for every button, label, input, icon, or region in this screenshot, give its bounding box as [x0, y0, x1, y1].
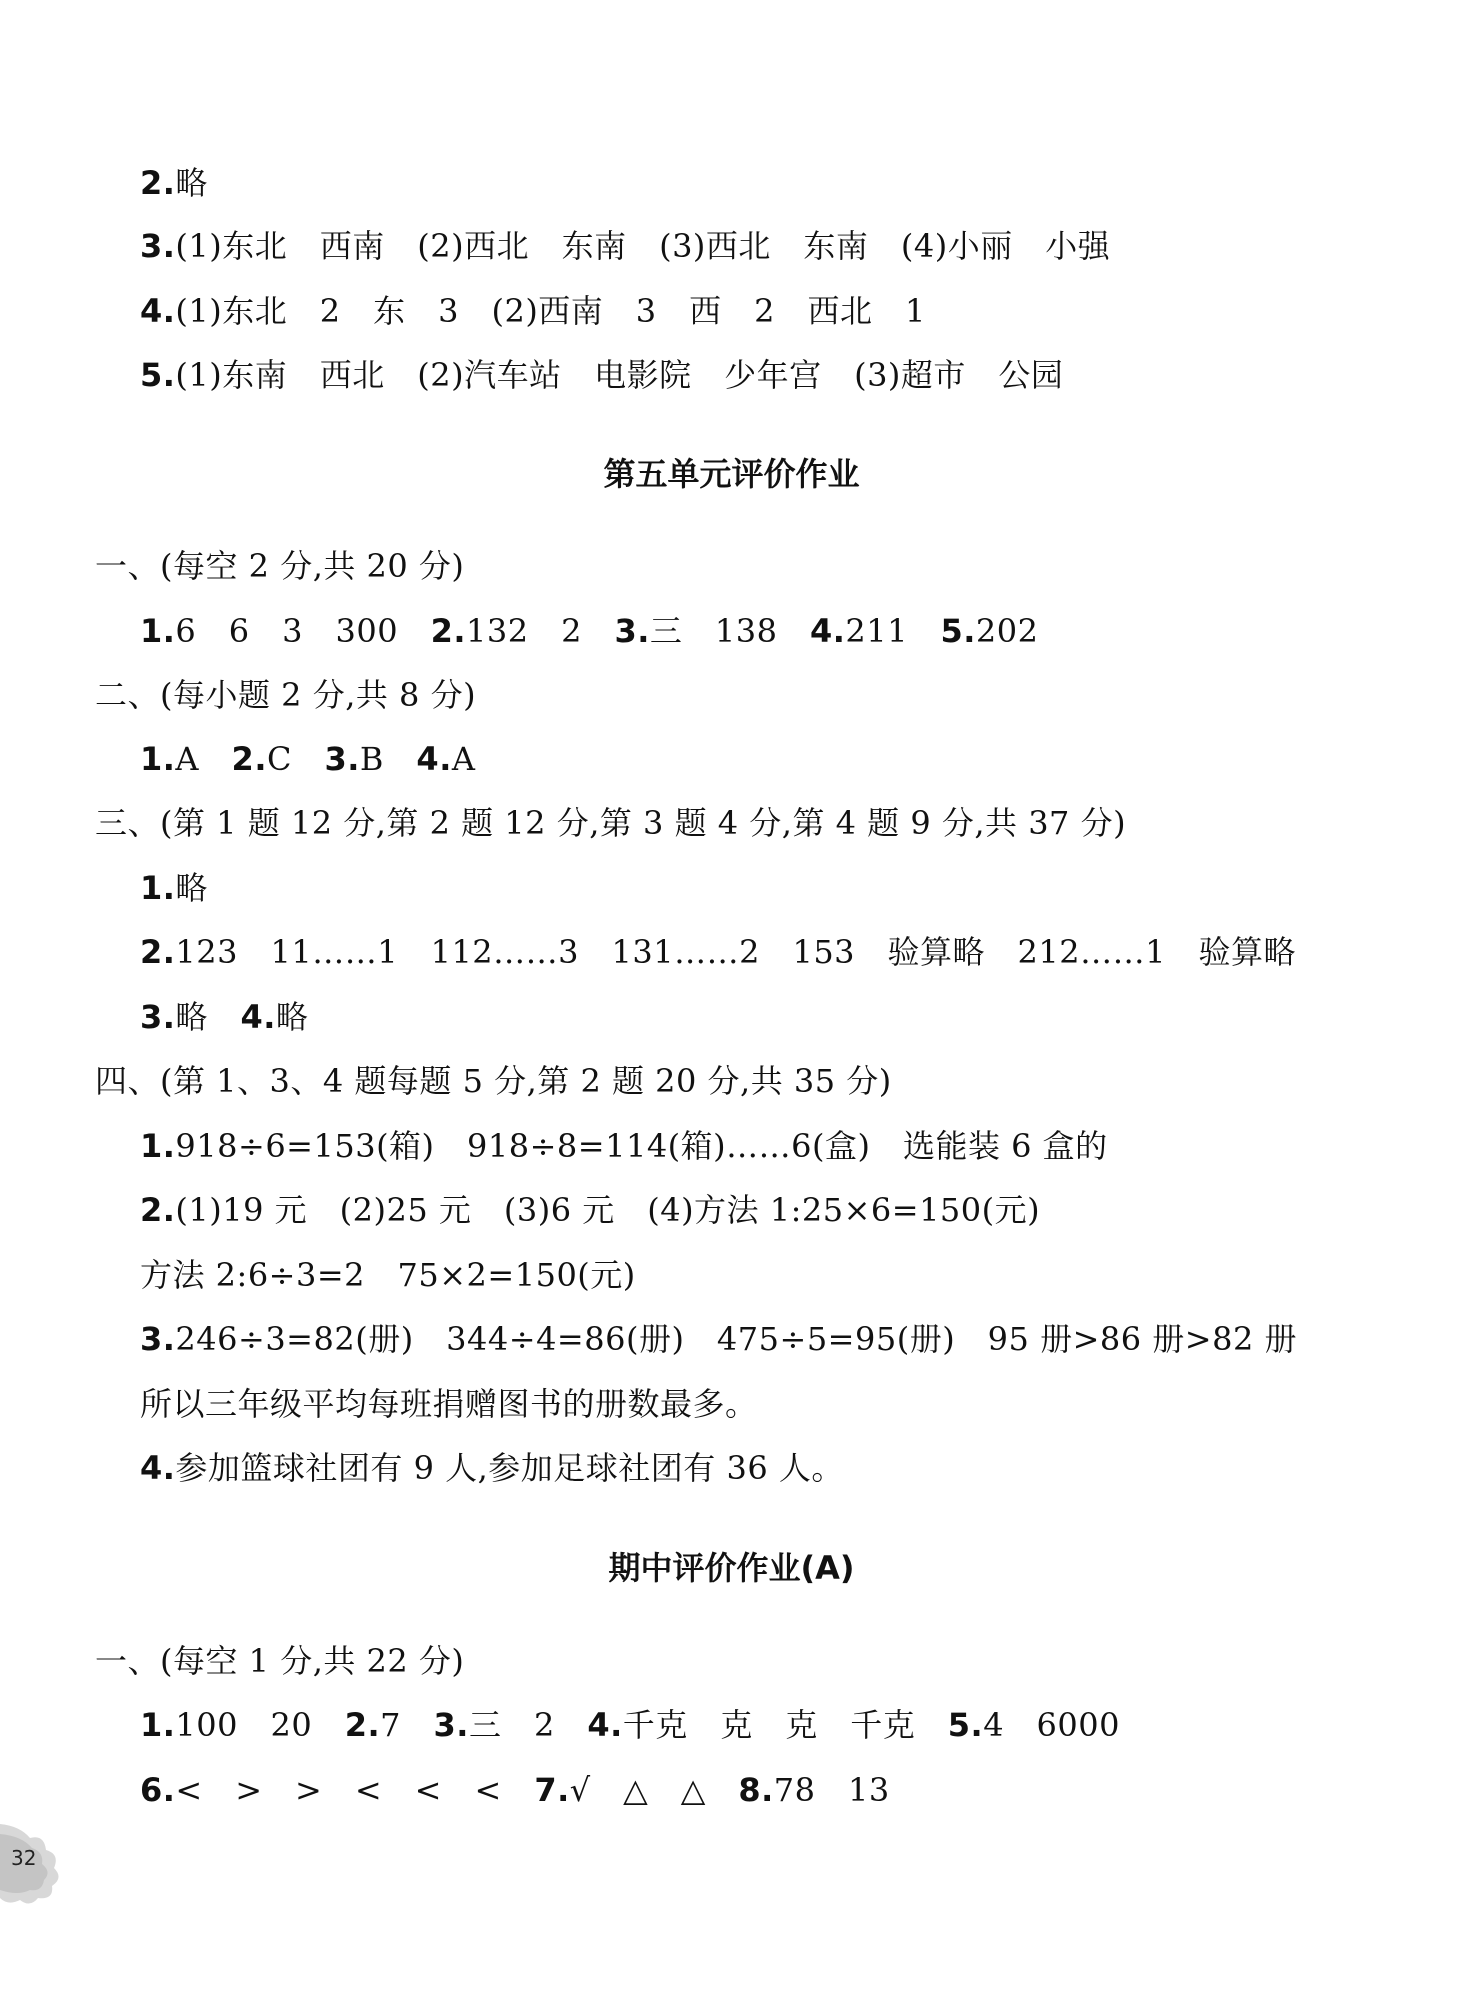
part-heading: 四、(第 1、3、4 题每题 5 分,第 2 题 20 分,共 35 分)	[95, 1062, 892, 1100]
answer-line: 2.(1)19 元 (2)25 元 (3)6 元 (4)方法 1:25×6=150(元)	[140, 1191, 1041, 1229]
answer-line-continued: 方法 2:6÷3=2 75×2=150(元)	[140, 1256, 636, 1294]
answer-line: 4.参加篮球社团有 9 人,参加足球社团有 36 人。	[140, 1449, 844, 1487]
part-heading: 三、(第 1 题 12 分,第 2 题 12 分,第 3 题 4 分,第 4 题 9 分,共 37 分)	[95, 804, 1127, 842]
answer-line: 4.(1)东北 2 东 3 (2)西南 3 西 2 西北 1	[140, 292, 926, 330]
part-heading: 二、(每小题 2 分,共 8 分)	[95, 676, 477, 714]
answer-line: 3.略 4.略	[140, 998, 309, 1036]
answer-line: 5.(1)东南 西北 (2)汽车站 电影院 少年宫 (3)超市 公园	[140, 356, 1064, 394]
answer-line: 1.100 20 2.7 3.三 2 4.千克 克 克 千克 5.4 6000	[140, 1706, 1120, 1744]
answer-line: 1.略	[140, 869, 208, 907]
answer-line: 1.A 2.C 3.B 4.A	[140, 740, 476, 778]
part-heading: 一、(每空 2 分,共 20 分)	[95, 547, 465, 585]
answer-line: 6.< > > < < < 7.√ △ △ 8.78 13	[140, 1771, 890, 1809]
page-number: 32	[11, 1846, 37, 1870]
answer-line: 2.略	[140, 164, 208, 202]
answer-line: 1.6 6 3 300 2.132 2 3.三 138 4.211 5.202	[140, 612, 1039, 650]
answer-line: 3.246÷3=82(册) 344÷4=86(册) 475÷5=95(册) 95 册>86 册>82 册	[140, 1320, 1297, 1358]
section-title: 第五单元评价作业	[603, 455, 860, 493]
section-title: 期中评价作业(A)	[608, 1549, 855, 1587]
answer-line: 3.(1)东北 西南 (2)西北 东南 (3)西北 东南 (4)小丽 小强	[140, 227, 1111, 265]
answer-line: 1.918÷6=153(箱) 918÷8=114(箱)……6(盒) 选能装 6 盒的	[140, 1127, 1108, 1165]
part-heading: 一、(每空 1 分,共 22 分)	[95, 1642, 465, 1680]
answer-line-continued: 所以三年级平均每班捐赠图书的册数最多。	[140, 1385, 758, 1423]
answer-line: 2.123 11……1 112……3 131……2 153 验算略 212……1 验算略	[140, 933, 1296, 971]
